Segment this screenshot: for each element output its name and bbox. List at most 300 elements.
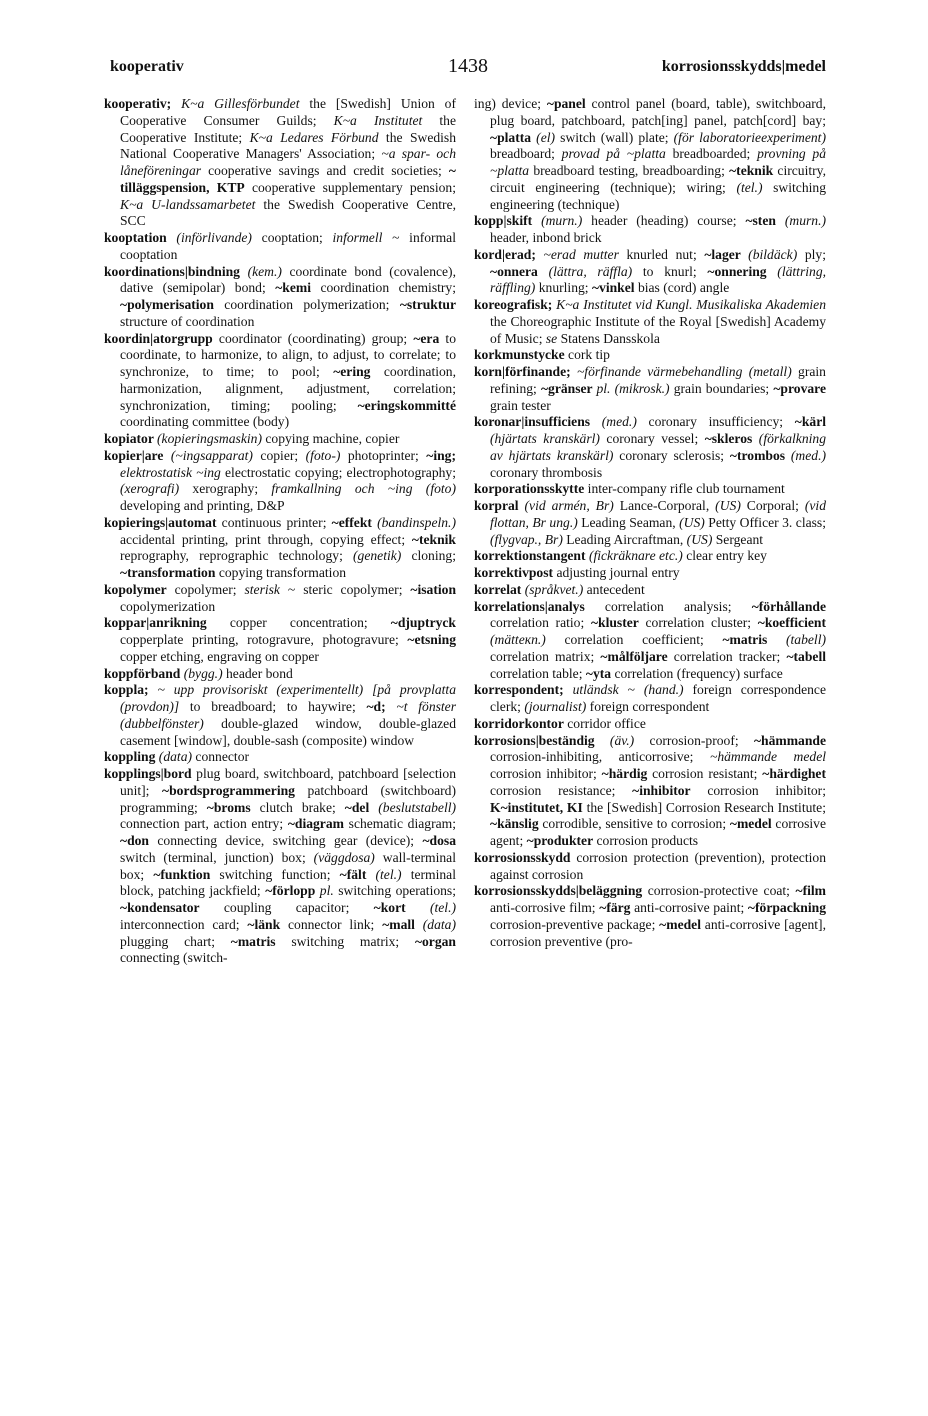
entry-italic-label: (äv.) bbox=[609, 732, 635, 748]
entry-text: correlation (frequency) surface bbox=[611, 665, 783, 681]
entry-italic-label: provning på ~platta bbox=[490, 146, 826, 178]
entry-text: copier; bbox=[252, 447, 306, 463]
entry-text: cork tip bbox=[564, 347, 610, 363]
entry-headword: ~ing; bbox=[426, 447, 457, 463]
entry-headword: ~förhållande bbox=[751, 598, 826, 614]
entry-text: switch (terminal, junction) box; bbox=[120, 849, 314, 865]
entry-italic-label: K~a Ledares Förbund bbox=[249, 129, 379, 145]
entry-text: anti-corrosive film; bbox=[490, 900, 600, 915]
entry-headword: korrelat bbox=[474, 581, 525, 597]
entry-headword: kopierings|automat bbox=[104, 514, 217, 530]
entry-headword: K~institutet, KI bbox=[490, 799, 583, 815]
entry-text: Statens Dansskola bbox=[557, 330, 660, 346]
entry-text: corrodible, sensitive to corrosion; bbox=[538, 816, 730, 832]
dictionary-entry bbox=[474, 414, 826, 481]
entry-headword: koppar|anrikning bbox=[104, 615, 207, 631]
entry-headword: ~kluster bbox=[590, 615, 639, 631]
entry-headword: ~målföljare bbox=[600, 648, 668, 664]
entry-text: coronary sclerosis; bbox=[613, 447, 730, 463]
entry-text: connector bbox=[192, 749, 250, 765]
page-number: 1438 bbox=[448, 55, 488, 77]
entry-italic-label: se bbox=[545, 330, 558, 346]
entry-italic-label: (mätteкn.) bbox=[490, 632, 546, 647]
dictionary-entry bbox=[474, 883, 826, 950]
entry-text: Sergeant bbox=[712, 531, 764, 547]
entry-text: switching operations; bbox=[333, 883, 457, 899]
entry-text: coordinate bond (covalence), dative (semipolar) bond; bbox=[120, 263, 456, 296]
entry-text: coordination, harmonization, alignment, adjustment, correlation; synchronization, timing; pooling; bbox=[120, 364, 456, 413]
dictionary-entry bbox=[474, 733, 826, 850]
entry-text: corrosion inhibitor; bbox=[490, 766, 602, 781]
entry-text: inter-company rifle club tournament bbox=[584, 481, 785, 497]
dictionary-entry bbox=[104, 515, 456, 582]
dictionary-entry bbox=[104, 682, 456, 749]
entry-text: reprography, reprographic technology; bbox=[120, 548, 353, 564]
entry-text: plug board, switchboard, patchboard [selection unit]; bbox=[120, 766, 456, 798]
entry-headword: ~länk bbox=[247, 916, 281, 932]
entry-headword: ~koefficient bbox=[757, 615, 826, 631]
entry-text: coronary vessel; bbox=[599, 431, 705, 446]
entry-text: corrosion resistant; bbox=[647, 766, 763, 781]
entry-italic-label: (US) bbox=[715, 498, 741, 513]
entry-text: circuitry, circuit engineering (technique); wiring; bbox=[490, 163, 826, 195]
entry-headword: kopier|are bbox=[104, 447, 171, 463]
entry-text: breadboarded; bbox=[665, 146, 758, 162]
entry-italic-label: (tabell) bbox=[785, 632, 826, 647]
entry-headword: ~medel bbox=[729, 816, 772, 832]
dictionary-entry bbox=[474, 481, 826, 498]
entry-headword: ~matris bbox=[722, 632, 786, 647]
dictionary-entry bbox=[474, 716, 826, 733]
entry-text: to breadboard; to haywire; bbox=[179, 699, 367, 714]
entry-headword: korrosionsskydds|beläggning bbox=[474, 883, 643, 899]
dictionary-entry bbox=[474, 498, 826, 548]
entry-headword: ~trombos bbox=[729, 447, 791, 463]
entry-headword: ~transformation bbox=[120, 565, 216, 580]
entry-headword: ~inhibitor bbox=[632, 782, 691, 798]
dictionary-entry bbox=[474, 213, 826, 247]
entry-text: header (heading) course; bbox=[582, 213, 746, 229]
entry-text: coordinating committee (body) bbox=[120, 414, 290, 430]
entry-text: Lance-Corporal, bbox=[613, 498, 716, 513]
entry-headword: ~organ bbox=[414, 933, 456, 949]
entry-headword: ~kemi bbox=[275, 280, 311, 296]
entry-italic-label: pl. bbox=[319, 883, 334, 899]
entry-text: connecting device, switching gear (device); bbox=[149, 833, 423, 848]
entry-italic-label: (för laboratorieexperiment) bbox=[673, 129, 826, 145]
entry-text: accidental printing, print through, copying effect; bbox=[120, 531, 412, 547]
entry-text: Leading Seaman, bbox=[577, 514, 680, 530]
entry-headword: ~kort bbox=[373, 900, 430, 915]
entry-text: foreign correspondence clerk; bbox=[490, 682, 826, 714]
dictionary-entry bbox=[104, 264, 456, 331]
entry-italic-label: ~a spar- och låneföreningar bbox=[120, 146, 456, 178]
entry-headword: ~kärl bbox=[794, 414, 827, 430]
entry-text: coronary insufficiency; bbox=[636, 414, 795, 430]
entry-text: the [Swedish] Union of Cooperative Consumer Guilds; bbox=[120, 96, 456, 128]
entry-text: the Swedish National Cooperative Managers' Association; bbox=[120, 129, 457, 162]
entry-headword: korrespondent; bbox=[474, 682, 573, 698]
dictionary-entry bbox=[474, 247, 826, 297]
entry-headword: ~produkter bbox=[526, 833, 594, 848]
entry-headword: korrelations|analys bbox=[474, 598, 585, 614]
entry-italic-label: ~erad mutter bbox=[543, 246, 619, 262]
entry-headword: ~djuptryck bbox=[390, 615, 456, 631]
entry-italic-label: (lättra, räffla) bbox=[548, 263, 633, 279]
entry-headword: korrosionsskydd bbox=[474, 849, 571, 865]
entry-italic-label: (bygg.) bbox=[183, 665, 223, 681]
entry-text: correlation cluster; bbox=[638, 615, 758, 631]
entry-headword: ~hämmande bbox=[753, 732, 826, 748]
entry-headword: ~härdig bbox=[601, 766, 648, 781]
entry-text: copying machine, copier bbox=[261, 431, 400, 446]
entry-text: corrosion-protective coat; bbox=[642, 883, 796, 899]
entry-italic-label: (US) bbox=[686, 531, 713, 547]
entry-text: grain boundaries; bbox=[669, 380, 774, 396]
entry-text: coordinator (coordinating) group; bbox=[212, 330, 414, 346]
entry-italic-label: (bandinspeln.) bbox=[377, 514, 456, 530]
entry-text: the Choreographic Institute of the Royal [Swedish] Academy of Music; bbox=[490, 313, 826, 346]
entry-text: corrosion products bbox=[593, 833, 699, 848]
entry-italic-label: (vid armén, Br) bbox=[524, 498, 614, 513]
entry-headword: korrektivpost bbox=[474, 565, 554, 580]
entry-text: ~ bbox=[618, 682, 644, 698]
entry-italic-label: (data) bbox=[158, 749, 193, 765]
entry-text: coordination chemistry; bbox=[310, 280, 456, 296]
entry-italic-label: framkallning och ~ing (foto) bbox=[271, 481, 456, 497]
entry-headword: ~del bbox=[344, 799, 379, 815]
entry-italic-label: (hjärtats kranskärl) bbox=[490, 431, 600, 446]
entry-headword: ~etsning bbox=[407, 632, 456, 647]
entry-headword: ~effekt bbox=[331, 514, 378, 530]
entry-italic-label: (beslutstabell) bbox=[378, 799, 457, 815]
dictionary-entry bbox=[104, 749, 456, 766]
entry-italic-label: (tel.) bbox=[429, 900, 456, 915]
entry-italic-label: K~a Gillesförbundet bbox=[181, 96, 300, 111]
entry-headword: ~provare bbox=[773, 380, 826, 396]
dictionary-entry bbox=[474, 297, 826, 347]
entry-text: connecting (switch- bbox=[120, 950, 228, 966]
entry-headword: kopolymer bbox=[104, 581, 167, 597]
entry-italic-label: (fickräknare etc.) bbox=[588, 548, 683, 564]
entry-headword: ~ering bbox=[333, 364, 371, 379]
entry-italic-label: (förkalkning av hjärtats kranskärl) bbox=[490, 431, 826, 463]
entry-italic-label: (kopieringsmaskin) bbox=[157, 431, 262, 446]
entry-text: electrostatic copying; electrophotography; bbox=[220, 464, 456, 480]
entry-text: copolymer; bbox=[166, 581, 245, 597]
entry-text: clear entry key bbox=[682, 548, 767, 564]
entry-italic-label: elektrostatisk ~ing bbox=[120, 464, 221, 480]
right-column bbox=[474, 96, 826, 950]
dictionary-entry bbox=[474, 364, 826, 414]
entry-headword: ~bordsprogrammering bbox=[162, 782, 295, 798]
page-header bbox=[110, 55, 826, 84]
entry-headword: ~förlopp bbox=[265, 883, 320, 899]
entry-text: antecedent bbox=[583, 581, 645, 597]
entry-text: knurled nut; bbox=[618, 246, 705, 262]
dictionary-entry bbox=[104, 448, 456, 515]
entry-text: the Swedish Cooperative Centre, SCC bbox=[120, 196, 457, 229]
entry-italic-label: (murn.) bbox=[541, 213, 583, 229]
entry-text: cooptation; bbox=[251, 230, 333, 245]
entry-italic-label: utländsk bbox=[572, 682, 619, 698]
entry-headword: kopp|skift bbox=[474, 213, 542, 229]
entry-text: cooperative supplementary pension; bbox=[244, 179, 456, 195]
entry-headword: ~yta bbox=[585, 665, 612, 681]
entry-text: clutch brake; bbox=[250, 799, 345, 815]
entry-text: anti-corrosive paint; bbox=[630, 900, 748, 915]
entry-headword: korridorkontor bbox=[474, 715, 564, 731]
entry-text: coupling capacitor; bbox=[199, 900, 374, 915]
entry-headword: koppförband bbox=[104, 665, 184, 681]
entry-headword: ~härdighet bbox=[762, 766, 826, 781]
entry-headword: kopiator bbox=[104, 431, 158, 446]
entry-headword: koordinations|bindning bbox=[104, 263, 248, 279]
entry-italic-label: ~förfinande värmebehandling (metall) bbox=[576, 364, 792, 379]
entry-text: corridor office bbox=[563, 715, 646, 731]
entry-text: correlation matrix; bbox=[490, 648, 601, 664]
entry-headword: kooptation bbox=[104, 230, 177, 245]
entry-headword: korpral bbox=[474, 498, 525, 513]
entry-headword: ~teknik bbox=[411, 531, 456, 547]
entry-headword: koppling bbox=[104, 749, 159, 765]
entry-italic-label: (med.) bbox=[790, 447, 826, 463]
entry-text: corrosion-inhibiting, anticorrosive; bbox=[490, 749, 710, 765]
entry-italic-label: sterisk bbox=[244, 581, 280, 597]
entry-text: grain refining; bbox=[490, 364, 826, 396]
entry-headword: ~medel bbox=[659, 916, 701, 932]
entry-text: ply; bbox=[797, 246, 826, 262]
entry-text: correlation table; bbox=[490, 665, 586, 681]
entry-headword: ~struktur bbox=[399, 297, 456, 312]
entry-italic-label: (väggdosa) bbox=[313, 849, 375, 865]
entry-italic-label: (vid flottan, Br ung.) bbox=[490, 498, 826, 530]
entry-headword: ~funktion bbox=[153, 866, 211, 882]
entry-headword: koronar|insufficiens bbox=[474, 414, 602, 430]
entry-italic-label: (journalist) bbox=[524, 699, 587, 714]
entry-text: breadboard testing, breadboarding; bbox=[529, 163, 730, 178]
entry-headword: korrektionstangent bbox=[474, 548, 589, 564]
entry-text: terminal block, patching jackfield; bbox=[120, 866, 456, 899]
entry-headword: ~isation bbox=[410, 581, 456, 597]
entry-headword: ~ tilläggspension, KTP bbox=[120, 163, 456, 195]
entry-text: patchboard (switchboard) programming; bbox=[120, 782, 456, 815]
entry-text: developing and printing, D&P bbox=[120, 498, 285, 513]
entry-text: connector link; bbox=[280, 916, 383, 932]
entry-italic-label: (tel.) bbox=[736, 179, 763, 195]
entry-headword: ~onnera bbox=[490, 263, 549, 279]
entry-text: double-glazed window, double-glazed casement [window], double-sash (composite) window bbox=[120, 715, 456, 748]
entry-italic-label: (data) bbox=[422, 916, 456, 932]
entry-italic-label: K~a U-landssamarbetet bbox=[120, 196, 256, 212]
entry-italic-label: informell bbox=[332, 230, 383, 245]
entry-text: ~ informal cooptation bbox=[120, 230, 456, 262]
entry-headword: ~era bbox=[413, 330, 440, 346]
entry-text: control panel (board, table), switchboard, plug board, patchboard, patch[ing] panel, patch[cord] bay; bbox=[490, 96, 826, 128]
entry-italic-label: (kem.) bbox=[247, 263, 282, 279]
entry-italic-label: K~a Institutet bbox=[333, 112, 423, 128]
entry-text: Petty Officer 3. class; bbox=[704, 514, 826, 530]
entry-headword: koreografisk; bbox=[474, 297, 557, 312]
entry-text: photoprinter; bbox=[340, 447, 427, 463]
entry-headword: ~eringskommitté bbox=[357, 397, 456, 413]
entry-text: correlation analysis; bbox=[584, 598, 752, 614]
entry-headword: korkmunstycke bbox=[474, 347, 565, 363]
entry-headword: korrosions|beständig bbox=[474, 732, 610, 748]
entry-headword: ~platta bbox=[490, 129, 537, 145]
entry-text: continuous printer; bbox=[216, 514, 332, 530]
entry-italic-label: ~t fönster (dubbelfönster) bbox=[120, 699, 457, 731]
entry-headword: ~film bbox=[795, 883, 826, 899]
entry-text: switching engineering (technique) bbox=[490, 179, 826, 212]
entry-text: corrosive agent; bbox=[490, 816, 826, 848]
entry-headword: ~känslig bbox=[490, 816, 539, 832]
entry-text: cooperative savings and credit societies; bbox=[201, 163, 449, 178]
entry-text: knurling; bbox=[535, 280, 592, 296]
entry-text: structure of coordination bbox=[120, 313, 255, 329]
dictionary-entry bbox=[474, 347, 826, 364]
entry-text: switching matrix; bbox=[275, 933, 415, 949]
entry-headword: ~broms bbox=[206, 799, 251, 815]
right-guide-word: korrosionsskydds|medel bbox=[661, 58, 826, 75]
entry-italic-label: (med.) bbox=[601, 414, 637, 430]
entry-italic-label: ~ upp provisoriskt (experimentellt) [på provplatta (provdon)] bbox=[120, 682, 456, 714]
entry-headword: ~kondensator bbox=[120, 900, 200, 915]
entry-text: connection part, action entry; bbox=[120, 816, 288, 832]
entry-italic-label: (hand.) bbox=[643, 682, 684, 698]
entry-italic-label: K~a Institutet vid Kungl. Musikaliska Akademien bbox=[556, 297, 826, 312]
entry-text: copying transformation bbox=[215, 565, 347, 580]
entry-text: xerography; bbox=[179, 481, 272, 497]
entry-text: ~ steric copolymer; bbox=[279, 581, 411, 597]
entry-headword: ~dosa bbox=[422, 833, 456, 848]
entry-text: corrosion-preventive package; bbox=[490, 916, 660, 932]
entry-text: copperplate printing, rotogravure, photogravure; bbox=[120, 632, 408, 647]
entry-text: anti-corrosive [agent], corrosion preventive (pro- bbox=[490, 916, 826, 949]
entry-headword: ~polymerisation bbox=[120, 297, 214, 312]
dictionary-entry bbox=[104, 230, 456, 264]
entry-headword: ~mall bbox=[382, 916, 423, 932]
dictionary-entry bbox=[104, 766, 456, 967]
entry-headword: ~vinkel bbox=[591, 280, 635, 296]
entry-italic-label: (lättring, räffling) bbox=[490, 263, 827, 296]
dictionary-entry bbox=[104, 331, 456, 432]
entry-headword: ~don bbox=[120, 833, 149, 848]
entry-italic-label: (bildäck) bbox=[748, 246, 798, 262]
dictionary-entry bbox=[104, 582, 456, 616]
entry-italic-label: (el) bbox=[536, 129, 556, 145]
entry-text: copper concentration; bbox=[206, 615, 391, 631]
entry-headword: ~onnering bbox=[707, 263, 778, 279]
entry-italic-label: (foto-) bbox=[305, 447, 341, 463]
entry-text: schematic diagram; bbox=[343, 816, 456, 832]
dictionary-entry bbox=[474, 565, 826, 582]
entry-headword: ~sten bbox=[745, 213, 785, 229]
entry-headword: ~fält bbox=[339, 866, 376, 882]
dictionary-entry bbox=[104, 96, 456, 230]
entry-headword: ~teknik bbox=[729, 163, 774, 178]
dictionary-entry bbox=[474, 682, 826, 716]
dictionary-entry bbox=[474, 96, 826, 213]
entry-text: switching function; bbox=[210, 866, 340, 882]
entry-headword: koordin|atorgrupp bbox=[104, 330, 213, 346]
dictionary-entry bbox=[474, 548, 826, 565]
entry-headword: koppla; bbox=[104, 682, 158, 698]
dictionary-entry bbox=[104, 615, 456, 665]
entry-text: copper etching, engraving on copper bbox=[120, 648, 319, 664]
entry-headword: kopplings|bord bbox=[104, 766, 192, 781]
entry-italic-label: (~ingsapparat) bbox=[170, 447, 253, 463]
entry-headword: ~förpackning bbox=[747, 900, 826, 915]
entry-text: the [Swedish] Corrosion Research Institute; bbox=[582, 799, 826, 815]
entry-headword: kord|erad; bbox=[474, 246, 544, 262]
entry-text: coronary thrombosis bbox=[490, 464, 603, 480]
dictionary-entry bbox=[104, 431, 456, 448]
entry-italic-label: (flygvap., Br) bbox=[490, 531, 563, 547]
entry-text: bias (cord) angle bbox=[634, 280, 730, 296]
entry-text: Leading Aircraftman, bbox=[562, 531, 687, 547]
entry-italic-label: (US) bbox=[679, 514, 705, 530]
dictionary-entry bbox=[104, 666, 456, 683]
entry-text: grain tester bbox=[490, 397, 551, 413]
entry-headword: ~tabell bbox=[786, 648, 826, 664]
entry-text: wall-terminal box; bbox=[120, 849, 456, 882]
entry-text: corrosion inhibitor; bbox=[690, 782, 826, 798]
entry-italic-label: pl. (mikrosk.) bbox=[596, 380, 670, 396]
entry-headword: korn|förfinande; bbox=[474, 364, 577, 379]
entry-text: foreign correspondent bbox=[586, 699, 710, 714]
entry-text: coordination polymerization; bbox=[213, 297, 400, 312]
entry-headword: ~skleros bbox=[704, 431, 759, 446]
entry-text: copolymerization bbox=[120, 598, 216, 614]
entry-text: Corporal; bbox=[740, 498, 805, 513]
entry-italic-label: (genetik) bbox=[353, 548, 402, 564]
entry-headword: ~gränser bbox=[540, 380, 597, 396]
dictionary-entry bbox=[474, 582, 826, 599]
entry-text: correlation coefficient; bbox=[545, 632, 723, 647]
entry-italic-label: (införlivande) bbox=[176, 230, 252, 245]
entry-headword: korporationsskytte bbox=[474, 481, 585, 497]
entry-headword: ~diagram bbox=[287, 816, 344, 832]
entry-text: switch (wall) plate; bbox=[555, 129, 674, 145]
entry-text: cloning; bbox=[401, 548, 457, 564]
dictionary-entry bbox=[474, 599, 826, 683]
entry-headword: ~matris bbox=[230, 933, 276, 949]
entry-italic-label: provad på ~platta bbox=[561, 146, 666, 162]
entry-text: to coordinate, to harmonize, to align, to adjust, to correlate; to synchronize, to time; to pool; bbox=[120, 330, 456, 379]
entry-italic-label: (murn.) bbox=[784, 213, 827, 229]
entry-text: corrosion-proof; bbox=[634, 732, 754, 748]
entry-italic-label: (tel.) bbox=[375, 866, 402, 882]
entry-text: header bond bbox=[222, 665, 293, 681]
entry-italic-label: (xerografi) bbox=[120, 481, 180, 497]
entry-text: corrosion protection (prevention), protection against corrosion bbox=[490, 849, 826, 882]
dictionary-entry bbox=[474, 850, 826, 884]
entry-italic-label: ~hämmande medel bbox=[709, 749, 826, 765]
entry-text: corrosion resistance; bbox=[490, 782, 633, 798]
left-column bbox=[104, 96, 456, 967]
left-guide-word: kooperativ bbox=[110, 58, 184, 75]
entry-text: breadboard; bbox=[490, 146, 562, 162]
entry-headword: ~lager bbox=[704, 246, 749, 262]
entry-headword: ~färg bbox=[599, 900, 631, 915]
entry-italic-label: (språkvet.) bbox=[524, 581, 584, 597]
entry-text: adjusting journal entry bbox=[553, 565, 680, 580]
entry-text: correlation tracker; bbox=[667, 648, 787, 664]
entry-text: interconnection card; bbox=[120, 916, 248, 932]
entry-text: ing) device; bbox=[474, 96, 547, 111]
entry-headword: kooperativ; bbox=[104, 96, 182, 111]
